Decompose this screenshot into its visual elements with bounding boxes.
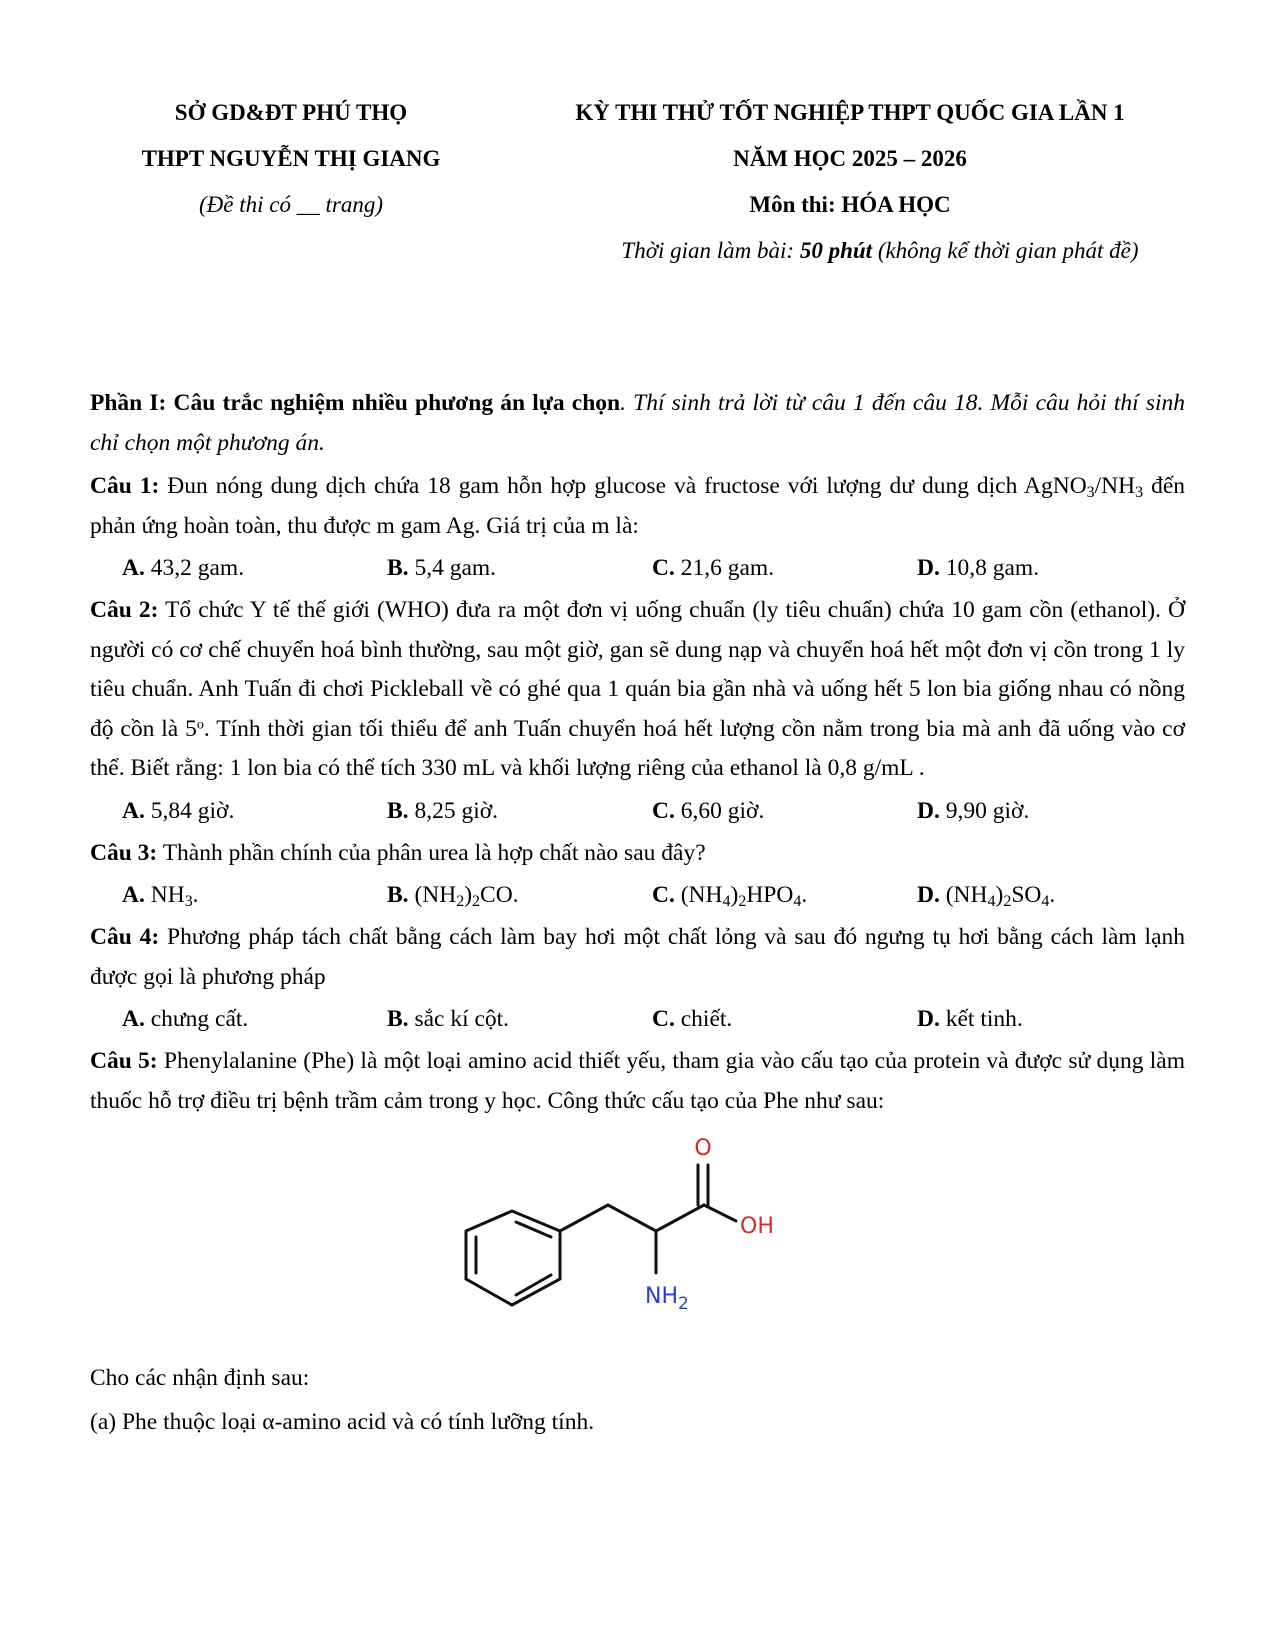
bond-c-oh [704,1205,736,1221]
option-a[interactable]: A. chưng cất. [122,1006,249,1032]
option-b[interactable]: B. 5,4 gam. [387,555,497,581]
subject-label: Môn thi: HÓA HỌC [749,192,951,217]
question-5: Câu 5: Phenylalanine (Phe) là một loại amino acid thiết yếu, tham gia vào cấu tạo của protein và được sử dụng làm thuốc hỗ trợ điều trị bệnh trầm cảm trong y học. Công thức cấu tạo của Phe như sau: [90,1048,1185,1114]
atom-nh2: $NH_2$ [645,1284,689,1314]
option-c[interactable]: C. chiết. [652,1006,733,1032]
time-value: 50 phút [799,238,873,263]
question-2-options [90,791,1185,832]
question-3-options [90,875,1185,916]
time-allowed: Thời gian làm bài: 50 phút (không kể thời gian phát đề) [621,238,1139,263]
header-right [500,90,1200,274]
statement-a: (a) Phe thuộc loại α-amino acid và có tính lưỡng tính. [90,1408,595,1435]
degree-symbol: o [196,715,204,732]
option-b[interactable]: B. $(NH_2)_2CO$. [387,882,519,910]
option-a[interactable]: A. 5,84 giờ. [122,797,235,824]
structure-diagram [460,1125,800,1345]
pages-note: (Đề thi có __ trang) [199,192,383,217]
exam-title: KỲ THI THỬ TỐT NGHIỆP THPT QUỐC GIA LẦN 1 [575,100,1125,125]
school-name: THPT NGUYỄN THỊ GIANG [141,146,441,171]
question-1-options [90,548,1185,589]
option-b[interactable]: B. 8,25 giờ. [387,797,499,824]
statements-intro: Cho các nhận định sau: [90,1365,310,1391]
phenylalanine-structure [90,1125,1185,1353]
atom-oh: OH [740,1214,774,1239]
option-b[interactable]: B. sắc kí cột. [387,1006,510,1032]
question-4: Câu 4: Phương pháp tách chất bằng cách làm bay hơi một chất lỏng và sau đó ngưng tụ hơi bằng cách làm lạnh được gọi là phương pháp [90,924,1185,990]
option-c[interactable]: C. 21,6 gam. [652,555,775,581]
bond-ch2-ch [608,1205,656,1231]
question-2: Câu 2: Tổ chức Y tế thế giới (WHO) đưa ra một đơn vị uống chuẩn (ly tiêu chuẩn) chứa 10 gam cồn (ethanol). Ở người có cơ chế chuyển hoá bình thường, sau một giờ, gan sẽ dung nạp và chuyển hoá hết một đơn vị cồn trong 1 ly tiêu chuẩn. Anh Tuấn đi chơi Pickleball về có ghé qua 1 quán bia gần nhà và uống hết 5 lon bia giống nhau có nồng độ cồn là 5$^o$. Tính thời gian tối thiểu để anh Tuấn chuyển hoá hết lượng cồn nằm trong bia mà anh đã uống vào cơ thể. Biết rằng: 1 lon bia có thể tích 330 mL và khối lượng riêng của ethanol là 0,8 g/mL . [90,597,1186,781]
question-4-options [90,999,1185,1040]
part1-instruction: . Thí sinh trả lời từ câu 1 đến câu 18. Mỗi câu hỏi thí sinh chỉ chọn một phương án. [90,390,1185,456]
option-c[interactable]: C. 6,60 giờ. [652,797,765,824]
school-year: NĂM HỌC 2025 – 2026 [733,146,967,171]
part1-heading [90,384,1185,463]
part1-title: Phần I: Câu trắc nghiệm nhiều phương án lựa chọn [90,390,621,416]
option-d[interactable]: D. 10,8 gam. [917,555,1040,581]
benzene-ring [466,1211,560,1305]
option-d[interactable]: D. $(NH_4)_2SO_4$. [917,882,1056,910]
option-a[interactable]: A. $NH_3$. [122,882,199,910]
exam-content [90,384,1185,1442]
header-left [96,90,486,228]
atom-o: O [694,1136,712,1161]
option-c[interactable]: C. $(NH_4)_2HPO_4$. [652,882,808,910]
option-a[interactable]: A. 43,2 gam. [122,555,245,581]
question-3: Câu 3: Thành phần chính của phân urea là hợp chất nào sau đây? [90,839,706,866]
option-d[interactable]: D. 9,90 giờ. [917,797,1030,824]
department-name: SỞ GD&ĐT PHÚ THỌ [174,100,408,125]
bond-ring-ch2 [560,1205,608,1231]
option-d[interactable]: D. kết tinh. [917,1006,1023,1032]
question-1: Câu 1: Đun nóng dung dịch chứa 18 gam hỗn hợp glucose và fructose với lượng dư dung dịch $AgNO_3/NH_3$ đến phản ứng hoàn toàn, thu được m gam Ag. Giá trị của m là: [90,473,1186,539]
bond-ch-cooh [656,1205,704,1231]
